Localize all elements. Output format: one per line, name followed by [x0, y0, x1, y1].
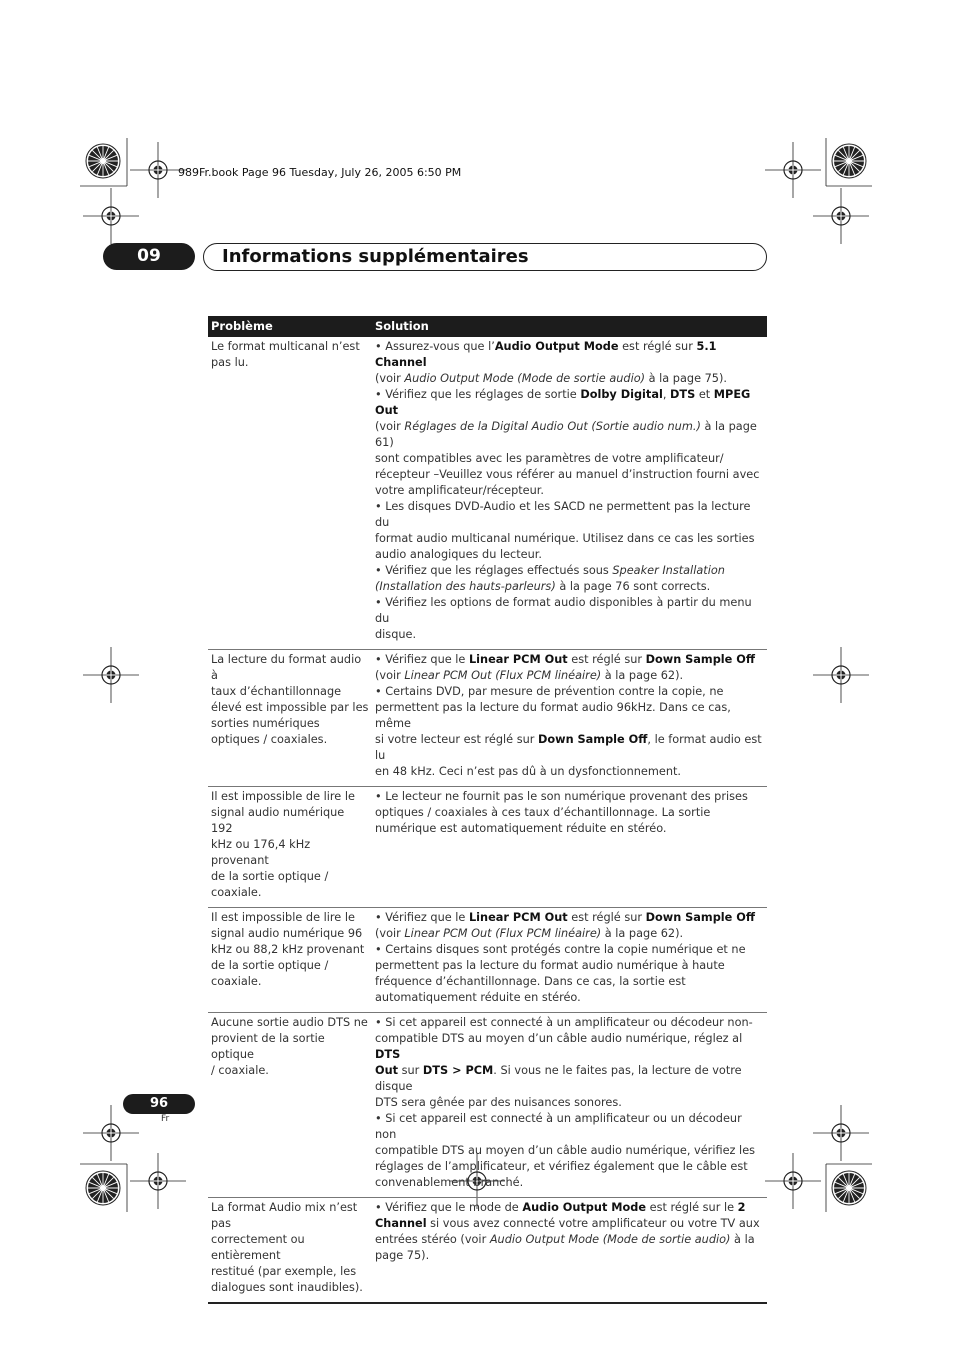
chapter-number-badge: 09 [103, 243, 195, 270]
solution-line [375, 1143, 764, 1159]
bold-term: Dolby Digital [580, 388, 663, 401]
problem-line: pas lu. [211, 356, 249, 369]
text-run: compatible DTS au moyen d’un câble audio numérique, réglez al [375, 1032, 743, 1045]
text-run: votre amplificateur/récepteur. [375, 484, 544, 497]
problem-line: provient de la sortie optique [211, 1032, 325, 1061]
text-run: est réglé sur [618, 340, 697, 353]
bold-term: Down Sample Off [538, 733, 648, 746]
text-run: à la page 62). [601, 669, 684, 682]
solution-line [375, 942, 764, 958]
problem-cell [208, 337, 372, 650]
text-run: permettent pas la lecture du format audio numérique à haute [375, 959, 725, 972]
text-run: en 48 kHz. Ceci n’est pas dû à un dysfonctionnement. [375, 765, 682, 778]
solution-line [375, 805, 764, 821]
problem-line: taux d’échantillonnage [211, 685, 342, 698]
text-run: page 75). [375, 1249, 430, 1262]
solution-line [375, 1216, 764, 1232]
problem-line: coaxiale. [211, 975, 262, 988]
solution-line [375, 958, 764, 974]
bold-term: 5.1 Channel [375, 340, 717, 369]
solution-cell [372, 787, 767, 908]
italic-reference: (Installation des hauts-parleurs) [375, 580, 556, 593]
solution-line [375, 1248, 764, 1264]
solution-cell [372, 337, 767, 650]
text-run: • Certains DVD, par mesure de prévention contre la copie, ne [375, 685, 724, 698]
problem-line: correctement ou entièrement [211, 1233, 305, 1262]
chapter-title: Informations supplémentaires [222, 246, 529, 267]
solution-line [375, 1063, 764, 1095]
solution-cell [372, 1013, 767, 1198]
text-run: sont compatibles avec les paramètres de votre amplificateur/ [375, 452, 724, 465]
language-label: Fr [161, 1114, 170, 1124]
solution-line [375, 579, 764, 595]
text-run: , le format audio est lu [375, 733, 762, 762]
text-run: convenablement branché. [375, 1176, 524, 1189]
solution-line [375, 990, 764, 1006]
text-run: DTS sera gênée par des nuisances sonores. [375, 1096, 622, 1109]
solution-line [375, 789, 764, 805]
solution-line [375, 499, 764, 531]
problem-line: kHz ou 88,2 kHz provenant [211, 943, 365, 956]
problem-line: La lecture du format audio à [211, 653, 362, 682]
header-solution: Solution [372, 316, 767, 337]
table-row [208, 1198, 767, 1304]
bold-term: DTS [375, 1048, 401, 1061]
text-run: est réglé sur le [646, 1201, 738, 1214]
text-run: • Vérifiez que le [375, 653, 469, 666]
bold-term: Linear PCM Out [468, 653, 568, 666]
bold-term: Down Sample Off [645, 653, 756, 666]
problem-line: optiques / coaxiales. [211, 733, 328, 746]
italic-reference: Linear PCM Out (Flux PCM linéaire) [404, 927, 602, 940]
problem-line: kHz ou 176,4 kHz provenant [211, 838, 311, 867]
text-run: récepteur –Veuillez vous référer au manuel d’instruction fourni avec [375, 468, 760, 481]
solution-line [375, 387, 764, 419]
italic-reference: Audio Output Mode (Mode de sortie audio) [404, 372, 646, 385]
problem-line: Il est impossible de lire le [211, 911, 355, 924]
solution-line [375, 732, 764, 764]
text-run: à la page 76 sont corrects. [555, 580, 711, 593]
bold-term: DTS > PCM [422, 1064, 494, 1077]
bold-term: Channel [375, 1217, 427, 1230]
text-run: et [695, 388, 714, 401]
header-probleme: Problème [208, 316, 372, 337]
solution-line [375, 700, 764, 732]
solution-line [375, 1095, 764, 1111]
book-file-line: 989Fr.book Page 96 Tuesday, July 26, 2005 6:50 PM [178, 166, 462, 179]
text-run: • Le lecteur ne fournit pas le son numérique provenant des prises [375, 790, 748, 803]
solution-cell [372, 650, 767, 787]
text-run: à la page 62). [601, 927, 684, 940]
text-run: entrées stéréo (voir [375, 1233, 490, 1246]
problem-line: / coaxiale. [211, 1064, 269, 1077]
text-run: , [662, 388, 670, 401]
text-run: à la page 61) [375, 420, 757, 449]
table-row [208, 650, 767, 787]
bold-term: MPEG Out [375, 388, 751, 417]
table-header-row [208, 316, 767, 337]
problem-line: Le format multicanal n’est [211, 340, 360, 353]
table-row [208, 337, 767, 650]
problem-line: restitué (par exemple, les [211, 1265, 357, 1278]
text-run: permettent pas la lecture du format audio 96kHz. Dans ce cas, même [375, 701, 731, 730]
problem-cell [208, 1013, 372, 1198]
text-run: numérique est automatiquement réduite en stéréo. [375, 822, 667, 835]
italic-reference: Speaker Installation [612, 564, 725, 577]
text-run: • Vérifiez les options de format audio disponibles à partir du menu du [375, 596, 752, 625]
problem-line: signal audio numérique 96 [211, 927, 363, 940]
text-run: compatible DTS au moyen d’un câble audio numérique, vérifiez les [375, 1144, 756, 1157]
bold-term: Linear PCM Out [468, 911, 568, 924]
italic-reference: Audio Output Mode (Mode de sortie audio) [489, 1233, 731, 1246]
text-run: • Vérifiez que le mode de [375, 1201, 523, 1214]
text-run: (voir [375, 372, 405, 385]
solution-line [375, 1200, 764, 1216]
solution-line [375, 910, 764, 926]
text-run: sur [398, 1064, 423, 1077]
solution-line [375, 627, 764, 643]
text-run: à la page 75). [645, 372, 727, 385]
text-run: fréquence d’échantillonnage. Dans ce cas, la sortie est [375, 975, 686, 988]
text-run: si vous avez connecté votre amplificateur ou votre TV aux [426, 1217, 760, 1230]
troubleshooting-table [208, 316, 767, 1304]
solution-line [375, 1031, 764, 1063]
text-run: • Assurez-vous que l’ [375, 340, 495, 353]
solution-line [375, 563, 764, 579]
solution-line [375, 371, 764, 387]
bold-term: DTS [670, 388, 696, 401]
problem-line: Aucune sortie audio DTS ne [211, 1016, 368, 1029]
text-run: à la [730, 1233, 755, 1246]
table-row [208, 1013, 767, 1198]
solution-line [375, 467, 764, 483]
problem-line: dialogues sont inaudibles). [211, 1281, 363, 1294]
solution-line [375, 821, 764, 837]
solution-line [375, 668, 764, 684]
text-run: format audio multicanal numérique. Utilisez dans ce cas les sorties [375, 532, 755, 545]
text-run: • Vérifiez que le [375, 911, 469, 924]
solution-line [375, 531, 764, 547]
solution-line [375, 764, 764, 780]
solution-line [375, 684, 764, 700]
solution-line [375, 339, 764, 371]
text-run: • Vérifiez que les réglages de sortie [375, 388, 581, 401]
solution-line [375, 1159, 764, 1175]
solution-cell [372, 908, 767, 1013]
solution-line [375, 974, 764, 990]
bold-term: Out [375, 1064, 399, 1077]
problem-line: signal audio numérique 192 [211, 806, 345, 835]
bold-term: Audio Output Mode [494, 340, 619, 353]
problem-cell [208, 787, 372, 908]
text-run: (voir [375, 927, 405, 940]
text-run: • Si cet appareil est connecté à un amplificateur ou un décodeur non [375, 1112, 742, 1141]
solution-line [375, 652, 764, 668]
problem-line: sorties numériques [211, 717, 320, 730]
solution-line [375, 451, 764, 467]
problem-line: élevé est impossible par les [211, 701, 369, 714]
problem-line: La format Audio mix n’est pas [211, 1201, 358, 1230]
text-run: (voir [375, 669, 405, 682]
text-run: automatiquement réduite en stéréo. [375, 991, 581, 1004]
italic-reference: Réglages de la Digital Audio Out (Sortie audio num.) [404, 420, 701, 433]
text-run: disque. [375, 628, 417, 641]
text-run: optiques / coaxiales à ces taux d’échantillonnage. La sortie [375, 806, 711, 819]
chapter-title-box [203, 243, 767, 271]
problem-line: de la sortie optique / coaxiale. [211, 870, 329, 899]
bold-term: 2 [737, 1201, 746, 1214]
text-run: • Vérifiez que les réglages effectués sous [375, 564, 613, 577]
page-number-badge: 96 [123, 1094, 195, 1114]
table-row [208, 908, 767, 1013]
text-run: • Les disques DVD-Audio et les SACD ne permettent pas la lecture du [375, 500, 751, 529]
solution-line [375, 547, 764, 563]
problem-cell [208, 908, 372, 1013]
solution-line [375, 595, 764, 627]
problem-cell [208, 1198, 372, 1304]
table-row [208, 787, 767, 908]
text-run: est réglé sur [567, 911, 646, 924]
italic-reference: Linear PCM Out (Flux PCM linéaire) [404, 669, 602, 682]
solution-line [375, 419, 764, 451]
text-run: audio analogiques du lecteur. [375, 548, 542, 561]
text-run: réglages de l’amplificateur, et vérifiez également que le câble est [375, 1160, 748, 1173]
solution-line [375, 1015, 764, 1031]
text-run: • Si cet appareil est connecté à un amplificateur ou décodeur non- [375, 1016, 753, 1029]
text-run: si votre lecteur est réglé sur [375, 733, 538, 746]
solution-line [375, 1111, 764, 1143]
solution-line [375, 1232, 764, 1248]
bold-term: Audio Output Mode [522, 1201, 647, 1214]
text-run: est réglé sur [567, 653, 646, 666]
text-run: (voir [375, 420, 405, 433]
problem-cell [208, 650, 372, 787]
text-run: . Si vous ne le faites pas, la lecture de votre disque [375, 1064, 742, 1093]
solution-cell [372, 1198, 767, 1304]
problem-line: Il est impossible de lire le [211, 790, 355, 803]
problem-line: de la sortie optique / [211, 959, 329, 972]
bold-term: Down Sample Off [645, 911, 756, 924]
text-run: • Certains disques sont protégés contre la copie numérique et ne [375, 943, 746, 956]
solution-line [375, 483, 764, 499]
solution-line [375, 926, 764, 942]
solution-line [375, 1175, 764, 1191]
